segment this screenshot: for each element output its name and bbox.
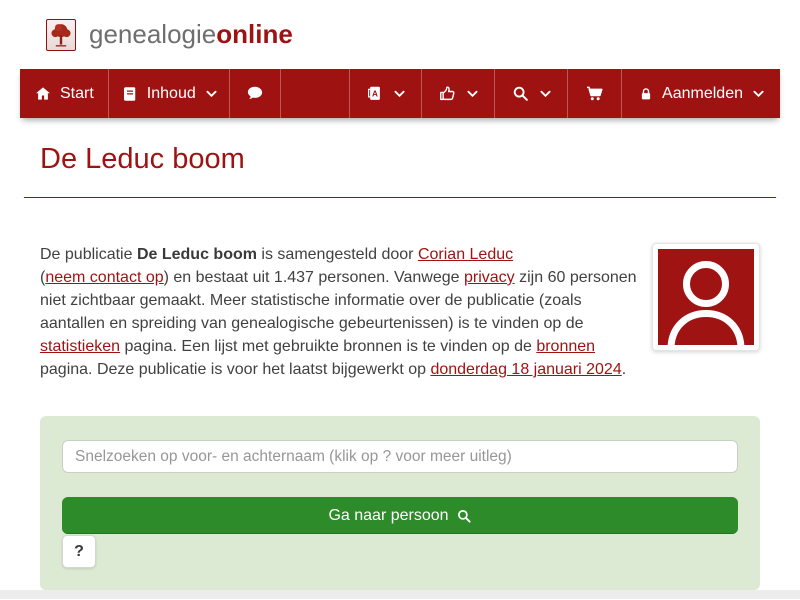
intro-text: aantallen en spreiding van genealogische gebeurtenissen) is te vinden op de: [40, 315, 584, 332]
brand-title-gray: genealogie: [89, 19, 217, 49]
site-header: [0, 0, 800, 69]
footer-strip: [0, 590, 800, 599]
nav-item-search[interactable]: [494, 69, 567, 118]
nav-item-messages[interactable]: [229, 69, 280, 118]
nav-item-inhoud[interactable]: [108, 69, 229, 118]
quick-search-input[interactable]: [62, 440, 738, 473]
brand-title-accent: online: [216, 19, 293, 49]
search-icon: [511, 84, 530, 103]
brand-title[interactable]: [89, 19, 293, 50]
sources-link[interactable]: bronnen: [536, 338, 596, 355]
chat-icon: [245, 84, 265, 103]
person-icon: [658, 249, 754, 345]
cart-icon: [584, 84, 605, 103]
intro-paragraph: [40, 243, 640, 381]
chevron-down-icon: [467, 90, 478, 98]
chevron-down-icon: [753, 90, 764, 98]
nav-label-inhoud: Inhoud: [146, 84, 196, 102]
intro-text: De publicatie: [40, 246, 137, 263]
contact-link[interactable]: neem contact op: [45, 269, 164, 286]
chevron-down-icon: [540, 90, 551, 98]
nav-label-login: Aanmelden: [662, 84, 743, 102]
last-updated-link[interactable]: donderdag 18 januari 2024: [430, 361, 622, 378]
intro-text: pagina. Een lijst met gebruikte bronnen is te vinden op de: [120, 338, 537, 355]
intro-line: [40, 358, 640, 381]
publication-summary: [40, 243, 760, 381]
nav-spacer: [280, 69, 349, 118]
intro-line: [40, 312, 640, 335]
chevron-down-icon: [206, 90, 217, 98]
title-divider: [24, 197, 776, 198]
intro-text: is samengesteld door: [256, 246, 418, 263]
avatar-card: [652, 243, 760, 351]
statistics-link[interactable]: statistieken: [40, 338, 121, 355]
svg-text:A: A: [372, 89, 379, 99]
main-nav: [20, 69, 780, 118]
nav-item-login[interactable]: [621, 69, 780, 118]
nav-label-start: Start: [60, 84, 94, 102]
publication-name: De Leduc boom: [136, 246, 257, 263]
nav-item-start[interactable]: [20, 69, 108, 118]
main-content: [40, 118, 760, 590]
intro-text: ) en bestaat uit 1.437 personen. Vanwege: [163, 269, 464, 286]
intro-line: [40, 243, 640, 266]
intro-line: [40, 289, 640, 312]
author-link[interactable]: Corian Leduc: [417, 246, 514, 263]
nav-item-language[interactable]: [349, 69, 421, 118]
intro-line: [40, 266, 640, 289]
page-title: De Leduc boom: [40, 143, 245, 175]
avatar[interactable]: [658, 249, 754, 345]
nav-item-shop[interactable]: [567, 69, 621, 118]
intro-text: pagina. Deze publicatie is voor het laatst bijgewerkt op: [40, 361, 431, 378]
quick-search-panel: [40, 416, 760, 590]
language-icon: [366, 84, 384, 103]
intro-line: [40, 335, 640, 358]
intro-text: niet zichtbaar gemaakt. Meer statistische informatie over de publicatie (zoals: [40, 292, 582, 309]
nav-item-favorites[interactable]: [421, 69, 494, 118]
tree-icon: [48, 21, 74, 49]
help-button[interactable]: ?: [62, 535, 96, 568]
thumbs-up-icon: [438, 84, 457, 103]
book-icon: [121, 85, 139, 103]
search-icon: [456, 508, 472, 524]
privacy-link[interactable]: privacy: [463, 269, 515, 286]
chevron-down-icon: [394, 90, 405, 98]
home-icon: [34, 85, 52, 103]
go-to-person-label: Ga naar persoon: [328, 506, 449, 524]
intro-text: (: [40, 269, 46, 286]
lock-icon: [638, 85, 654, 103]
go-to-person-button[interactable]: [62, 497, 738, 534]
intro-text: .: [621, 361, 627, 378]
site-logo[interactable]: [46, 19, 76, 51]
intro-text: zijn 60 personen: [514, 269, 637, 286]
